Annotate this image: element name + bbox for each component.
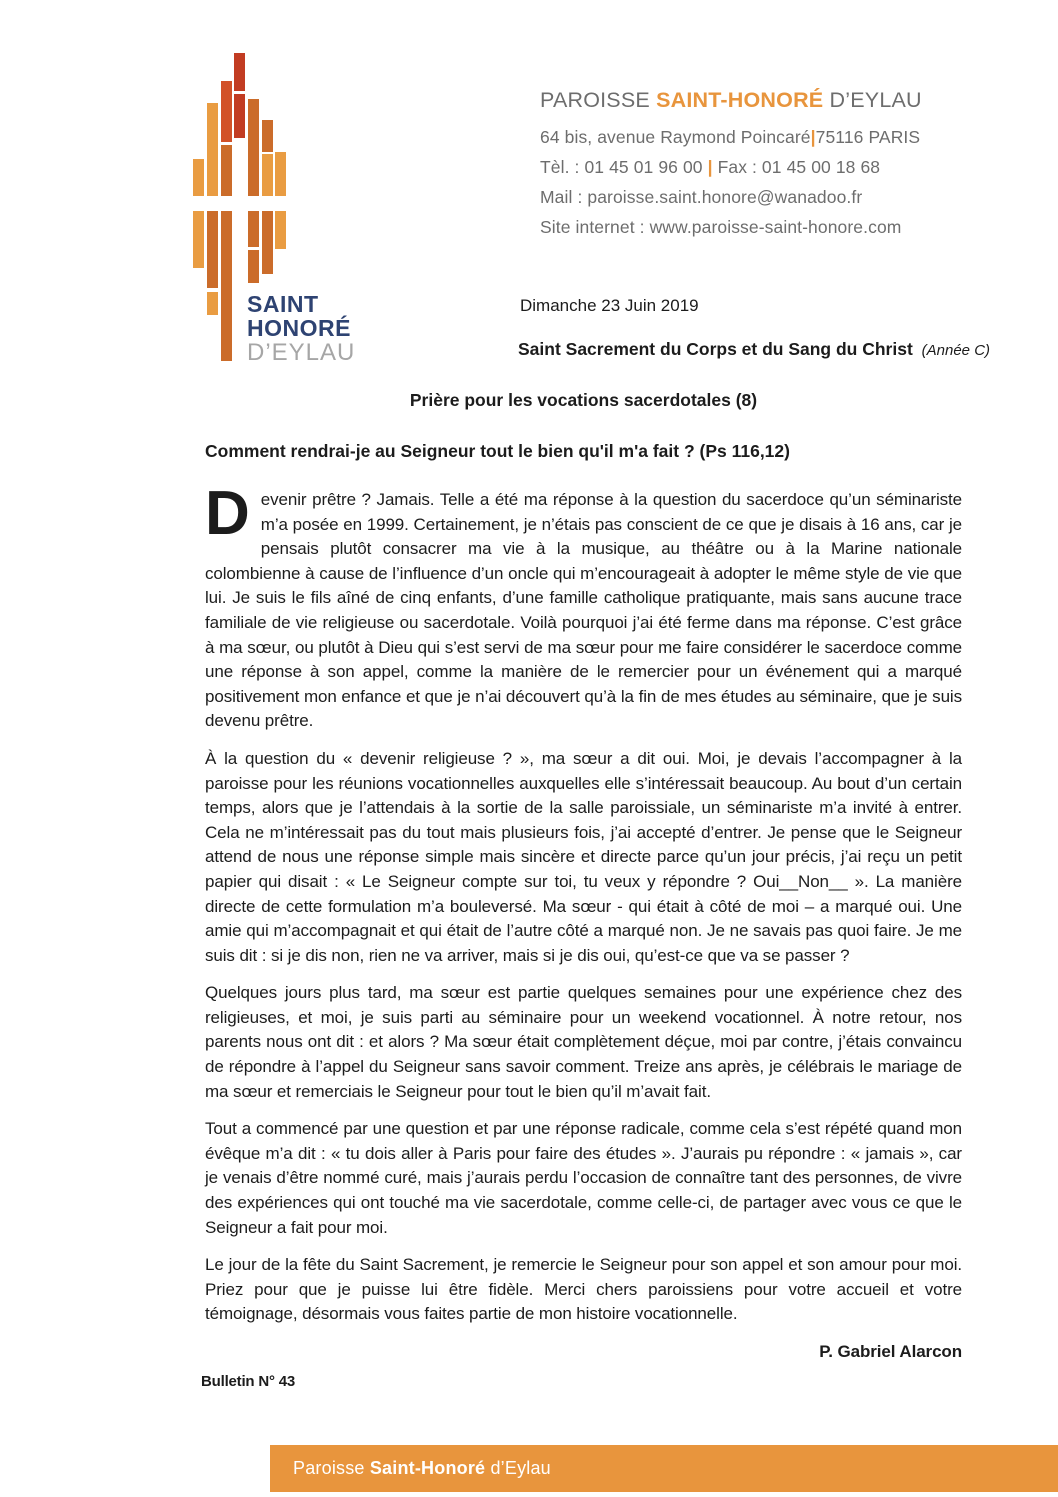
- logo-bar: [262, 211, 273, 274]
- parish-name-accent: SAINT-HONORÉ: [656, 88, 824, 112]
- liturgical-year-note: (Année C): [921, 342, 991, 359]
- bulletin-number: Bulletin N° 43: [201, 1372, 296, 1390]
- address-line: [540, 122, 960, 152]
- contact-block: [540, 88, 960, 242]
- logo-line-saint: SAINT: [247, 291, 319, 317]
- logo-bar: [207, 292, 218, 315]
- liturgical-title-text: Saint Sacrement du Corps et du Sang du Christ: [518, 339, 913, 359]
- parish-name-prefix: PAROISSE: [540, 88, 657, 112]
- logo-line-deylau: D’EYLAU: [247, 339, 356, 366]
- logo-bar: [207, 211, 218, 288]
- logo-line-honore: HONORÉ: [247, 314, 351, 341]
- document-date: Dimanche 23 Juin 2019: [520, 296, 699, 315]
- pipe-separator: |: [810, 127, 816, 147]
- logo-bar: [221, 145, 232, 196]
- paragraph-3: Quelques jours plus tard, ma sœur est partie quelques semaines pour une expérience chez des religieuses, et moi, je suis parti au séminaire pour un weekend vocationnel. À notre retour, nos parents nous ont dit : et alors ? Ma sœur était complètement déçue, moi par contre, j’étais convaincu de répondre à l’appel du Seigneur sans savoir comment. Treize ans après, je célébrais le mariage de ma sœur et remerciais le Seigneur pour tout le bien qu’il m’avait fait.: [205, 983, 962, 1101]
- website-line: Site internet : www.paroisse-saint-honore.com: [540, 217, 902, 237]
- fax-number: Fax : 01 45 00 18 68: [717, 157, 881, 177]
- paragraph-5: Le jour de la fête du Saint Sacrement, je remercie le Seigneur pour son appel et son amour pour moi. Priez pour que je puisse lui être fidèle. Merci chers paroissiens pour votre accueil et votre témoignage, désormais vous faites partie de mon histoire vocationnelle.: [205, 1255, 962, 1324]
- footer-bar: [270, 1445, 1058, 1492]
- paragraph-4: Tout a commencé par une question et par une réponse radicale, comme cela s’est répété quand mon évêque m’a dit : « tu dois aller à Paris pour faire des études ». J’aurais pu répondre : « jamais », car je venais d’être nommé curé, mais j’aurais perdu l’occasion de connaître tant des personnes, de vivre des expériences qui ont touché ma vie sacerdotale, comme celle-ci, de partager avec vous ce que le Seigneur a fait pour moi.: [205, 1119, 962, 1237]
- logo-bar: [248, 211, 259, 247]
- liturgical-title: [518, 339, 990, 360]
- paragraph-1: [205, 479, 962, 734]
- mail-line: Mail : paroisse.saint.honore@wanadoo.fr: [540, 187, 863, 207]
- address-street: 64 bis, avenue Raymond Poincaré: [540, 127, 811, 147]
- footer-suffix: d’Eylau: [485, 1458, 551, 1478]
- author-signature: P. Gabriel Alarcon: [819, 1342, 962, 1361]
- logo-bar: [221, 81, 232, 142]
- logo-bar: [207, 103, 218, 196]
- footer-parish-name: Saint-Honoré: [369, 1458, 486, 1478]
- paragraph-2: À la question du « devenir religieuse ? », ma sœur a dit oui. Moi, je devais l’accompagner à la paroisse pour les réunions vocationnelles auxquelles elle s’intéressait beaucoup. Au bout d’un certain temps, alors que je l’attendais à la sortie de la salle paroissiale, un séminariste m’a invité à entrer. Cela ne m’intéressait pas du tout mais plusieurs fois, j’ai accepté d’entrer. Je pense que le Seigneur attend de nous une réponse simple mais sincère et directe parce qu’un jour précis, j’ai reçu un petit papier qui disait : « Le Seigneur compte sur toi, tu veux y répondre ? Oui__Non__ ». La manière directe de cette formulation m’a bouleversé. Ma sœur - qui était à côté de moi – a marqué oui. Une amie qui m’accompagnait et qui était de l’autre côté a marqué non. Je ne savais pas quoi faire. Je me suis dit : si je dis non, rien ne va arriver, mais si je dis oui, qu’est-ce que va se passer ?: [205, 748, 962, 965]
- logo-bar: [193, 159, 204, 196]
- article-body: [201, 479, 962, 1394]
- pipe-separator: |: [707, 157, 718, 177]
- logo-bar: [193, 211, 204, 268]
- logo-bar: [275, 211, 286, 249]
- logo-bar: [275, 152, 286, 196]
- article-subheading: Comment rendrai-je au Seigneur tout le bien qu'il m'a fait ? (Ps 116,12): [205, 441, 790, 461]
- logo-bar: [248, 99, 259, 196]
- parish-name-line: [540, 88, 960, 113]
- phone-number: Tèl. : 01 45 01 96 00: [540, 157, 708, 177]
- logo-bar: [248, 250, 259, 283]
- article-heading: Prière pour les vocations sacerdotales (8): [409, 390, 758, 410]
- parish-logo: [190, 50, 400, 372]
- logo-wordmark: [247, 293, 355, 365]
- parish-name-suffix: D’EYLAU: [823, 88, 922, 112]
- drop-cap: D: [205, 479, 250, 548]
- phone-line: [540, 152, 960, 182]
- logo-bar: [262, 154, 273, 196]
- footer-prefix: Paroisse: [293, 1458, 370, 1478]
- logo-bar: [262, 120, 273, 152]
- address-city: 75116 PARIS: [815, 127, 921, 147]
- logo-bar: [234, 94, 245, 138]
- logo-bar: [221, 211, 232, 361]
- logo-bar: [234, 53, 245, 91]
- paragraph-1-text: evenir prêtre ? Jamais. Telle a été ma réponse à la question du sacerdoce qu’un séminariste m’a posée en 1999. Certainement, je n’étais pas conscient de ce que je disais à 16 ans, car je pensais plutôt consacrer ma vie à la musique, au théâtre ou à la Marine nationale colombienne à cause de l’influence d’un oncle qui m’encourageait à adopter le même style de vie que lui. Je suis le fils aîné de cinq enfants, d’une famille catholique pratiquante, mais sans aucune trace familiale de vie religieuse ou sacerdotale. Voilà pourquoi j’ai été ferme dans ma réponse. C’est grâce à ma sœur, ou plutôt à Dieu qui s’est servi de ma sœur pour me faire considérer le sacerdoce comme une réponse à son appel, comme la manière de le remercier pour un événement qui a marqué positivement mon enfance et que je n’ai découvert qu’à la fin de mes études au séminaire, que je suis devenu prêtre.: [205, 490, 962, 731]
